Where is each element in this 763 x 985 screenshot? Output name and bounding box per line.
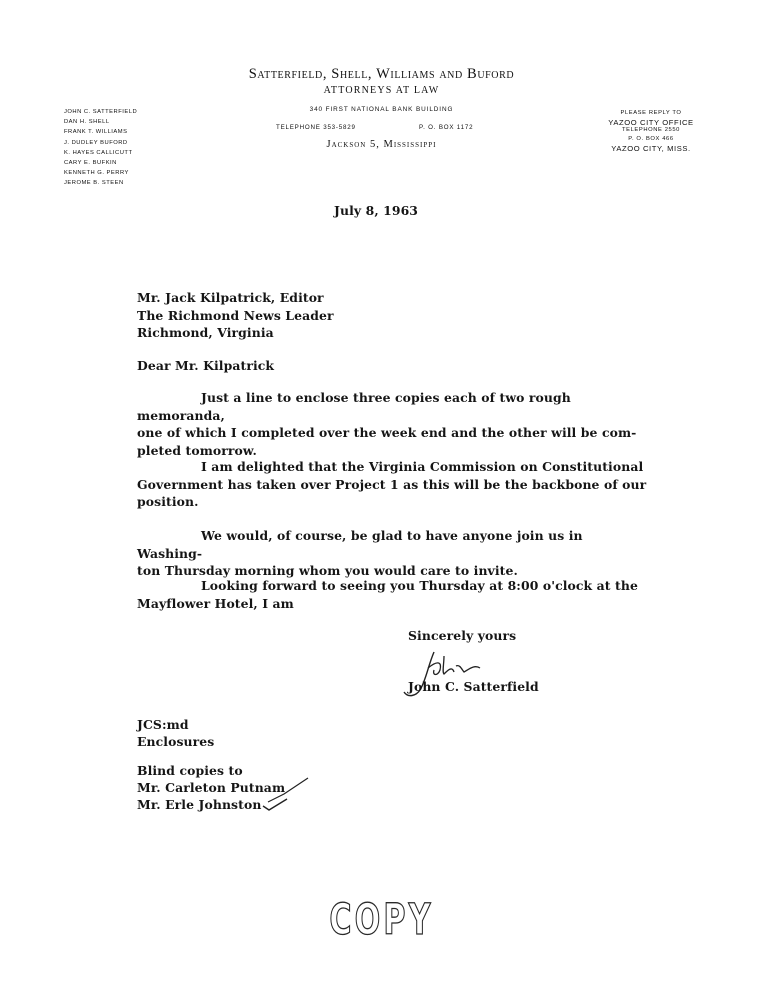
recipient-line: The Richmond News Leader [137,307,334,323]
reply-to-heading: PLEASE REPLY TO [620,110,682,116]
profession-line: ATTORNEYS AT LAW [323,85,440,96]
reply-to-po-box: P. O. BOX 466 [628,135,674,142]
paragraph-line: Government has taken over Project 1 as this will be the backbone of our [137,476,647,492]
paragraph-line: ton Thursday morning whom you would care to invite. [137,563,518,578]
paragraph-line: We would, of course, be glad to have anyone join us in Washing- [137,528,583,561]
enclosures-note: Enclosures [137,734,215,749]
salutation: Dear Mr. Kilpatrick [137,358,275,373]
reference-initials: JCS:md [137,717,189,732]
recipient-line: Mr. Jack Kilpatrick, Editor [137,290,324,305]
blind-copies-heading: Blind copies to [137,763,243,778]
blind-copy-recipient: Mr. Erle Johnston [137,797,262,812]
firm-telephone: TELEPHONE 353-5829 [276,124,356,131]
closing: Sincerely yours [408,628,517,643]
paragraph-line: Mayflower Hotel, I am [137,595,294,611]
partner-name: CARY E. BUFKIN [64,160,117,167]
paragraph-line: pleted tomorrow. [137,442,257,458]
copy-stamp: COPY [329,895,434,945]
partner-name: J. DUDLEY BUFORD [64,139,128,146]
partner-name: FRANK T. WILLIAMS [64,129,128,136]
blind-copy-recipient: Mr. Carleton Putnam [137,780,286,795]
partner-name: JOHN C. SATTERFIELD [64,109,138,115]
paragraph-line: one of which I completed over the week end and the other will be com- [137,425,637,440]
letter-date: July 8, 1963 [334,203,419,218]
paragraph-line: Just a line to enclose three copies each of two rough memoranda, [137,390,571,423]
paragraph-4 [137,577,647,612]
recipient-line: Richmond, Virginia [137,325,274,340]
recipient-address [137,289,334,342]
handwritten-signature [398,646,508,706]
firm-city: Jackson 5, Mississippi [326,139,437,150]
reference-block [137,716,214,750]
reply-to-city: YAZOO CITY, MISS. [611,143,691,153]
partner-name: DAN H. SHELL [64,119,110,126]
paragraph-1 [137,389,647,459]
partner-list [64,107,137,189]
paragraph-line: I am delighted that the Virginia Commission on Constitutional [201,459,644,474]
partner-name: JEROME B. STEEN [64,180,124,187]
paragraph-3 [137,527,647,580]
paragraph-line: position. [137,494,199,509]
partner-name: KENNETH G. PERRY [64,170,129,177]
building-address: 340 FIRST NATIONAL BANK BUILDING [309,106,454,113]
firm-name: Satterfield, Shell, Williams and Buford [248,66,515,82]
paragraph-2 [137,458,647,511]
checkmark-icon [261,796,291,814]
reply-to-telephone: TELEPHONE 2550 [621,127,681,133]
firm-po-box: P. O. BOX 1172 [419,124,474,131]
reply-to-office: YAZOO CITY OFFICE [608,118,694,127]
reply-to-block [596,109,706,154]
partner-name: K. HAYES CALLICUTT [64,149,133,156]
signer-name: John C. Satterfield [408,679,539,694]
paragraph-line: Looking forward to seeing you Thursday at 8:00 o'clock at the [201,578,638,593]
